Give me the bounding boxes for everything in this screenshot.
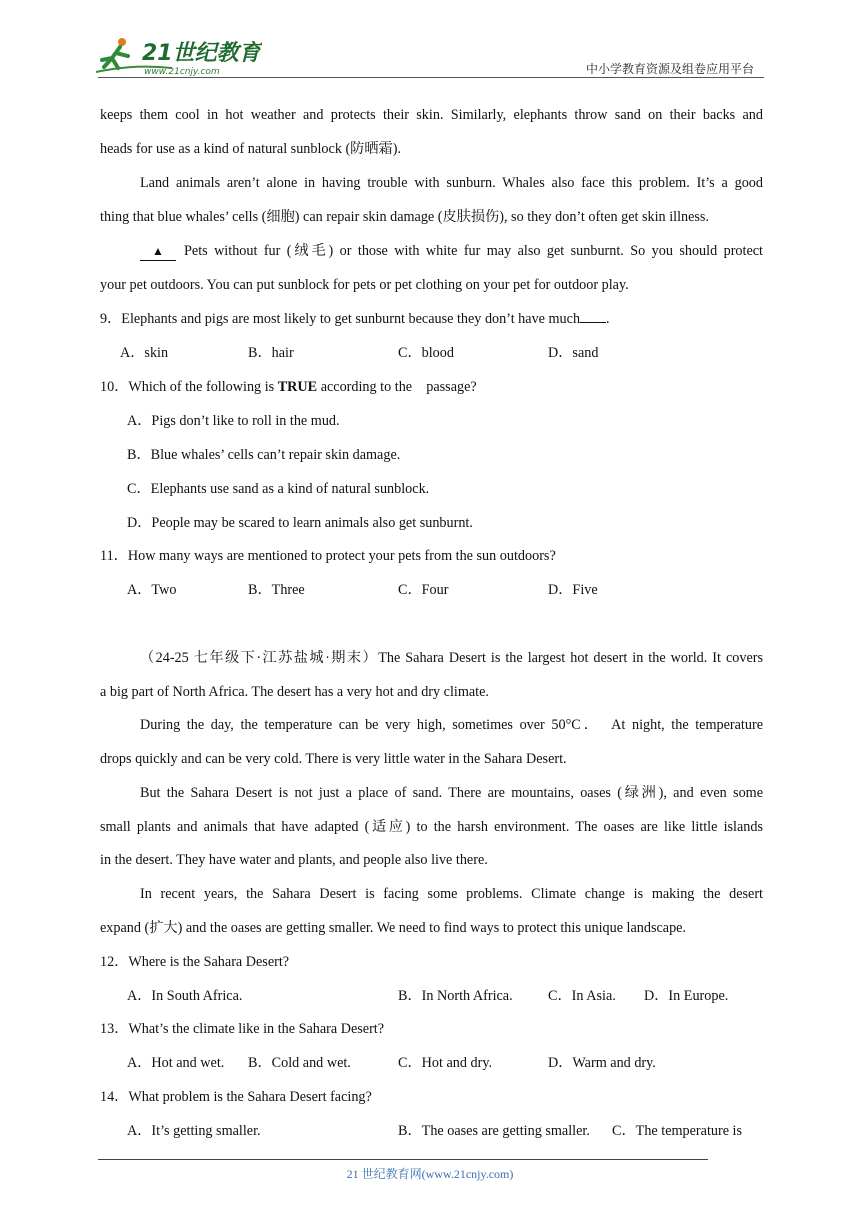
passage1-line-3: Land animals aren’t alone in having trouble with sunburn. Whales also face this problem. It’s a good xyxy=(140,175,763,191)
question-12-option-a: A．In South Africa. xyxy=(127,988,243,1004)
question-9-option-c: C．blood xyxy=(398,345,454,361)
question-9-option-d: D．sand xyxy=(548,345,599,361)
question-10-option-d: D．People may be scared to learn animals also get sunburnt. xyxy=(127,515,473,531)
answer-blank-marker: ▲ xyxy=(140,242,176,261)
question-13-stem: 13．What’s the climate like in the Sahara Desert? xyxy=(100,1021,385,1037)
question-10-option-a: A．Pigs don’t like to roll in the mud. xyxy=(127,413,340,429)
header-divider xyxy=(98,77,764,78)
passage2-line-9: expand (扩大) and the oases are getting smaller. We need to find ways to protect this unique landscape. xyxy=(100,920,687,936)
footer-link[interactable]: 21 世纪教育网(www.21cnjy.com) xyxy=(346,1167,514,1181)
passage2-line-8: In recent years, the Sahara Desert is facing some problems. Climate change is making the desert xyxy=(140,886,763,902)
passage1-line-5 xyxy=(140,242,763,261)
question-13-option-c: C．Hot and dry. xyxy=(398,1055,493,1071)
passage2-line-7: in the desert. They have water and plants, and people also live there. xyxy=(100,852,488,868)
question-9-option-b: B．hair xyxy=(248,345,294,361)
question-13-option-d: D．Warm and dry. xyxy=(548,1055,656,1071)
passage2-line-4: drops quickly and can be very cold. There is very little water in the Sahara Desert. xyxy=(100,751,567,767)
question-12-option-c: C．In Asia. xyxy=(548,988,616,1004)
site-logo xyxy=(92,34,262,78)
passage1-line-4: thing that blue whales’ cells (细胞) can repair skin damage (皮肤损伤), so they don’t often get skin illness. xyxy=(100,209,710,225)
question-10-text-pre: 10．Which of the following is xyxy=(100,379,278,395)
question-9-text: 9．Elephants and pigs are most likely to get sunburnt because they don’t have much xyxy=(100,311,581,327)
question-12-option-b: B．In North Africa. xyxy=(398,988,513,1004)
question-9-blank xyxy=(580,310,606,323)
question-9-end: . xyxy=(606,311,610,327)
question-10-option-c: C．Elephants use sand as a kind of natural sunblock. xyxy=(127,481,430,497)
passage2-line-6: small plants and animals that have adapted (适应) to the harsh environment. The oases are like little islands xyxy=(100,819,763,835)
question-10-text-post: according to the passage? xyxy=(317,379,477,395)
question-10-option-b: B．Blue whales’ cells can’t repair skin damage. xyxy=(127,447,401,463)
question-13-option-b: B．Cold and wet. xyxy=(248,1055,351,1071)
svg-text:www.21cnjy.com: www.21cnjy.com xyxy=(144,67,220,77)
passage1-line-5-text: Pets without fur (绒毛) or those with white fur may also get sunburnt. So you should protect xyxy=(184,243,763,259)
question-14-option-c: C．The temperature is xyxy=(612,1123,743,1139)
question-11-option-c: C．Four xyxy=(398,582,449,598)
question-11-option-d: D．Five xyxy=(548,582,598,598)
question-14-option-b: B．The oases are getting smaller. xyxy=(398,1123,590,1139)
question-11-option-a: A．Two xyxy=(127,582,177,598)
passage2-line-3: During the day, the temperature can be very high, sometimes over 50°C． At night, the temperature xyxy=(140,717,763,733)
passage2-line-5: But the Sahara Desert is not just a place of sand. There are mountains, oases (绿洲), and even some xyxy=(140,785,763,801)
question-14-stem: 14．What problem is the Sahara Desert facing? xyxy=(100,1089,372,1105)
question-12-option-d: D．In Europe. xyxy=(644,988,729,1004)
passage1-line-6: your pet outdoors. You can put sunblock for pets or pet clothing on your pet for outdoor play. xyxy=(100,277,629,293)
question-14-option-a: A．It’s getting smaller. xyxy=(127,1123,261,1139)
question-10-stem xyxy=(100,378,763,396)
platform-name: 中小学教育资源及组卷应用平台 xyxy=(585,62,754,76)
question-13-option-a: A．Hot and wet. xyxy=(127,1055,225,1071)
question-9-stem xyxy=(100,310,763,328)
question-11-stem: 11．How many ways are mentioned to protect your pets from the sun outdoors? xyxy=(100,548,556,564)
runner-logo-icon xyxy=(92,34,262,78)
svg-text:21世纪教育: 21世纪教育 xyxy=(142,41,261,66)
question-10-text-bold: TRUE xyxy=(277,379,318,395)
question-9-option-a: A．skin xyxy=(120,345,169,361)
passage1-line-2: heads for use as a kind of natural sunblock (防晒霜). xyxy=(100,141,402,157)
passage1-line-1: keeps them cool in hot weather and protects their skin. Similarly, elephants throw sand on their backs and xyxy=(100,107,763,123)
passage2-line-2: a big part of North Africa. The desert has a very hot and dry climate. xyxy=(100,684,489,700)
question-12-stem: 12．Where is the Sahara Desert? xyxy=(100,954,290,970)
footer-divider xyxy=(98,1159,708,1160)
passage2-line-1: （24-25 七年级下·江苏盐城·期末）The Sahara Desert is the largest hot desert in the world. It covers xyxy=(140,650,763,666)
question-11-option-b: B．Three xyxy=(248,582,305,598)
